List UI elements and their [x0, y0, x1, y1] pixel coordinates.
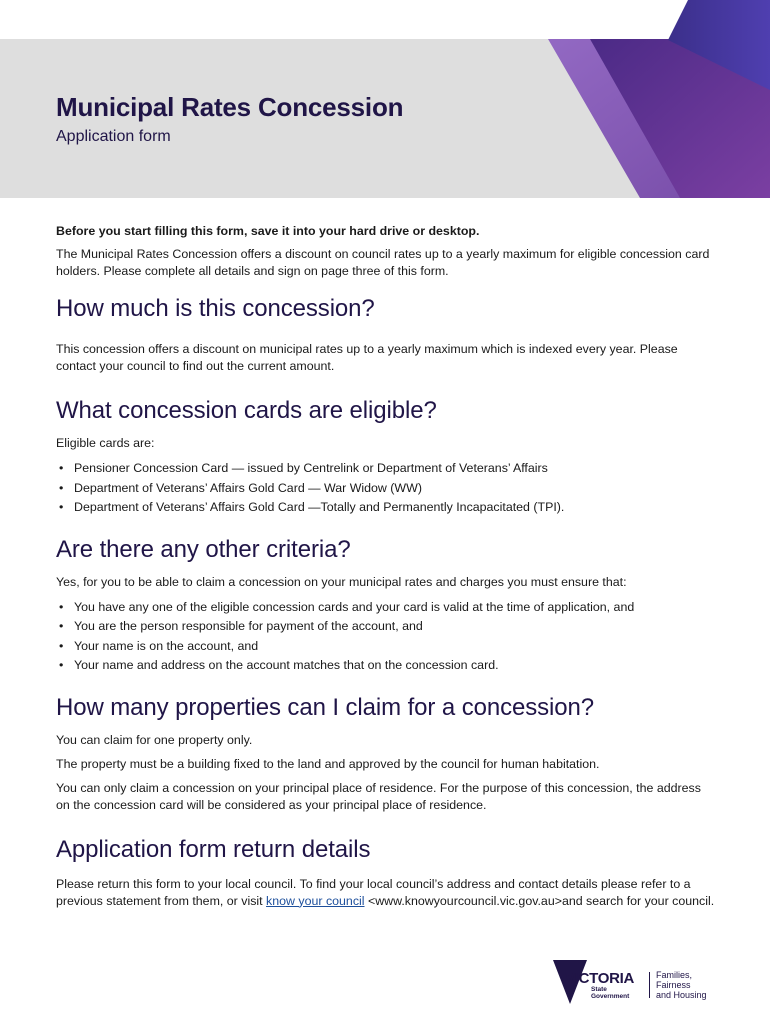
eligible-cards-lead: Eligible cards are: — [56, 436, 155, 450]
heading-properties: How many properties can I claim for a concession? — [56, 693, 595, 721]
eligible-cards-list — [56, 459, 716, 518]
logo-state-line: State — [591, 986, 607, 993]
criteria-lead: Yes, for you to be able to claim a concession on your municipal rates and charges you must ensure that: — [56, 574, 627, 589]
list-item: • Your name and address on the account matches that on the concession card. — [56, 656, 716, 676]
logo-state-government — [591, 986, 629, 1000]
list-item: • You have any one of the eligible concession cards and your card is valid at the time of application, and — [56, 598, 716, 618]
properties-paragraph-3: You can only claim a concession on your principal place of residence. For the purpose of this concession, the address on the concession card will be considered as your principal place of residence. — [56, 780, 701, 812]
page-title: Municipal Rates Concession — [56, 92, 404, 122]
return-text-after: <www.knowyourcouncil.vic.gov.au>and search for your council. — [364, 893, 715, 908]
list-item: • Department of Veterans’ Affairs Gold Card — War Widow (WW) — [56, 479, 716, 499]
return-text-before: Please return this form to your local council. To find your local council’s address and contact details please refer to a previous statement from them, or visit — [56, 876, 691, 908]
save-notice: Before you start filling this form, save it into your hard drive or desktop. — [56, 224, 480, 238]
department-name — [656, 970, 707, 1000]
logo-government-line: Government — [591, 993, 630, 1000]
heading-how-much: How much is this concession? — [56, 295, 375, 322]
heading-return-details: Application form return details — [56, 835, 371, 863]
how-much-paragraph: This concession offers a discount on municipal rates up to a yearly maximum which is indexed every year. Please contact your council to find out the current amount. — [56, 342, 678, 373]
intro-paragraph: The Municipal Rates Concession offers a discount on council rates up to a yearly maximum for eligible concession card holders. Please complete all details and sign on page three of this form. — [56, 247, 710, 278]
list-item: • Pensioner Concession Card — issued by Centrelink or Department of Veterans’ Affairs — [56, 459, 716, 479]
return-paragraph — [56, 876, 716, 910]
page-subtitle: Application form — [56, 128, 171, 145]
list-item: • Department of Veterans’ Affairs Gold Card —Totally and Permanently Incapacitated (TPI). — [56, 498, 716, 518]
properties-paragraph-2: The property must be a building fixed to the land and approved by the council for human habitation. — [56, 756, 600, 771]
document-body — [56, 223, 716, 910]
heading-eligible-cards: What concession cards are eligible? — [56, 397, 437, 424]
dept-line-2: Fairness — [656, 980, 691, 990]
criteria-list — [56, 598, 716, 676]
know-your-council-link[interactable]: know your council — [266, 893, 365, 908]
list-item: • Your name is on the account, and — [56, 637, 716, 657]
dept-line-3: and Housing — [656, 990, 707, 1000]
properties-paragraph-1: You can claim for one property only. — [56, 732, 253, 747]
dept-line-1: Families, — [656, 970, 693, 980]
logo-wordmark: VICTORIA — [565, 970, 634, 987]
list-item: • You are the person responsible for payment of the account, and — [56, 617, 716, 637]
logo-divider — [649, 972, 650, 998]
heading-other-criteria: Are there any other criteria? — [56, 535, 351, 563]
victoria-government-logo — [553, 958, 723, 1006]
